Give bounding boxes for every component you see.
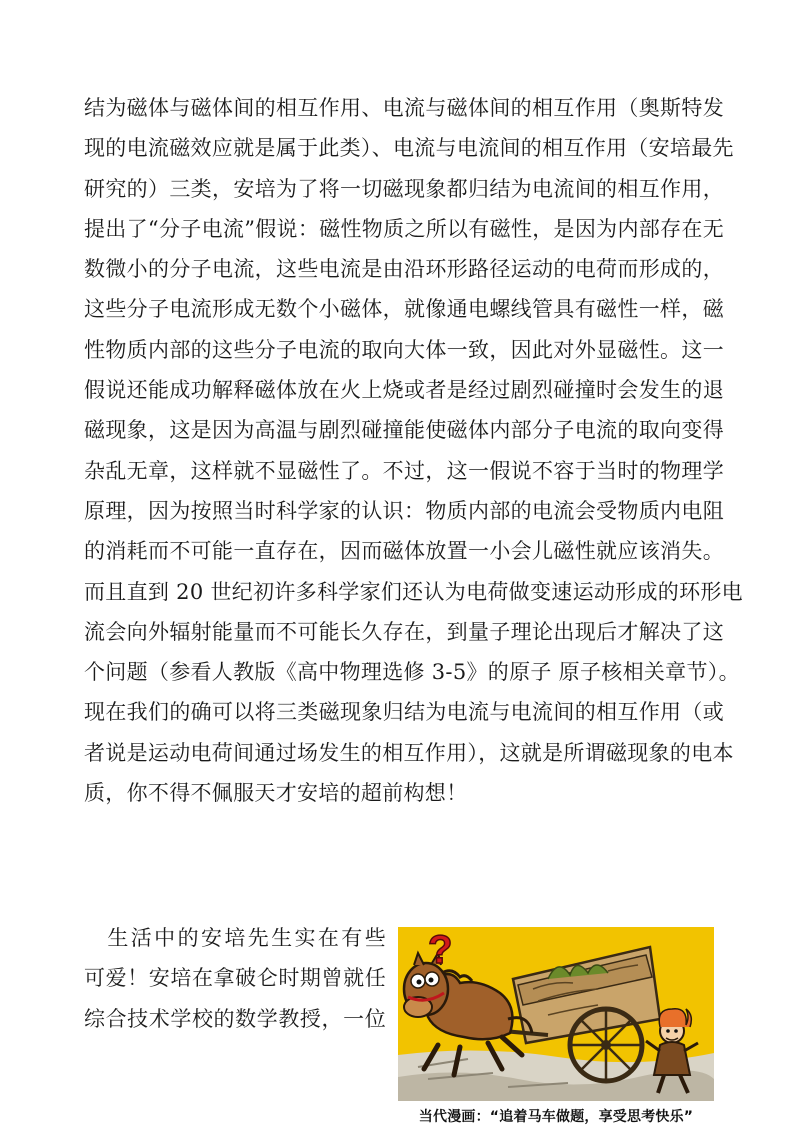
text-line: 这些分子电流形成无数个小磁体，就像通电螺线管具有磁性一样，磁 [84,297,724,322]
text-line: 研究的）三类，安培为了将一切磁现象都归结为电流间的相互作用， [84,176,724,201]
text-line: 可爱！安培在拿破仑时期曾就任 [84,966,386,991]
cartoon-illustration [398,927,714,1101]
text-line: 结为磁体与磁体间的相互作用、电流与磁体间的相互作用（奥斯特发 [84,96,724,120]
text-line: 的消耗而不可能一直存在，因而磁体放置一小会儿磁性就应该消失。 [84,539,724,564]
figure-caption: 当代漫画：“追着马车做题，享受思考快乐” [418,1109,694,1125]
text-line: 现在我们的确可以将三类磁现象归结为电流与电流间的相互作用（或 [84,700,724,725]
text-line: 现的电流磁效应就是属于此类）、电流与电流间的相互作用（安培最先 [84,136,734,161]
text-line: 个问题（参看人教版《高中物理选修 3-5》的原子 原子核相关章节）。 [84,660,740,685]
text-line: 而且直到 20 世纪初许多科学家们还认为电荷做变速运动形成的环形电 [84,579,743,604]
text-line: 原理，因为按照当时科学家的认识：物质内部的电流会受物质内电阻 [84,498,724,523]
side-paragraph [84,918,386,1039]
text-line: 磁现象，这是因为高温与剧烈碰撞能使磁体内部分子电流的取向变得 [84,418,724,443]
body-text [84,88,743,813]
text-line: 质，你不得不佩服天才安培的超前构想！ [84,781,468,806]
text-line: 提出了“分子电流”假说：磁性物质之所以有磁性，是因为内部存在无 [84,216,724,241]
text-line: 假说还能成功解释磁体放在火上烧或者是经过剧烈碰撞时会发生的退 [84,378,724,403]
text-line: 综合技术学校的数学教授，一位 [84,1006,386,1031]
text-line: 数微小的分子电流，这些电流是由沿环形路径运动的电荷而形成的， [84,257,724,282]
text-line: 者说是运动电荷间通过场发生的相互作用），这就是所谓磁现象的电本 [84,740,734,765]
text-line: 性物质内部的这些分子电流的取向大体一致，因此对外显磁性。这一 [84,337,724,362]
text-line: 流会向外辐射能量而不可能长久存在，到量子理论出现后才解决了这 [84,619,724,644]
text-line: 杂乱无章，这样就不显磁性了。不过，这一假说不容于当时的物理学 [84,458,724,483]
question-mark: ? [428,928,453,972]
text-line: 生活中的安培先生实在有些 [84,926,386,950]
